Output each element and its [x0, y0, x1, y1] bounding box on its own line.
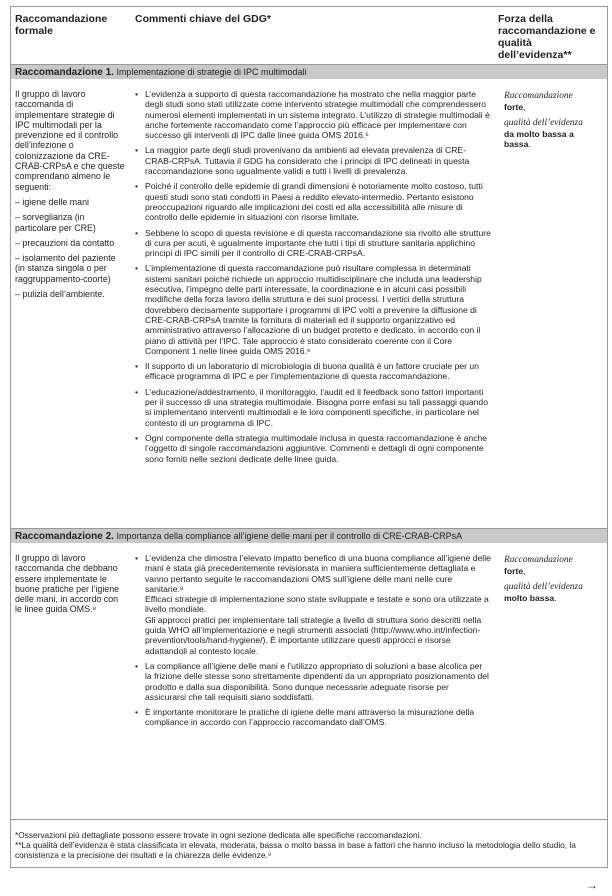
recommendation-2-strength: Raccomandazione forte, qualità dell’evidenza molto bassa.	[504, 555, 600, 603]
quality-label: qualità dell’evidenza	[504, 118, 583, 128]
list-item: – igiene delle mani	[15, 196, 90, 207]
strength-value: forte	[504, 565, 524, 576]
recommendation-1-formal-text: Il gruppo di lavoro raccomanda di implementare strategie di IPC multimodali per la prevenzione ed il controllo dell’infezione o colonizzazione da CRE-CRAB-CRPsA e che queste comprendano almeno le seguenti:	[15, 89, 125, 192]
recommendation-2-label: Raccomandazione 2.	[15, 531, 114, 542]
strength-label: Raccomandazione	[504, 91, 573, 101]
header-strength-quality: Forza della raccomandazione e qualità dell’evidenza**	[498, 13, 596, 61]
divider	[11, 819, 607, 820]
comment-item: • L’educazione/addestramento, il monitoraggio, l’audit ed il feedback sono fattori importanti per il successo di una strategia multimodale. Bisogna porre enfasi su tali passaggi quando si implementano interventi multimodali e le loro componenti specifiche, in particolare nel contesto di un programma di IPC.	[135, 387, 491, 428]
comment-item: • L’implementazione di questa raccomandazione può risultare complessa in determinati sistemi sanitari poiché richiede un approccio multidisciplinare che includa una leadership esecutiva, l’impegno delle parti interessate, la coordinazione e in alcuni casi possibili modifiche della forza lavoro della struttura e dei suoi processi. I vertici della struttura dovrebbero decisamente supportare i programmi di IPC volti a prevenire la diffusione di CRE-CRAB-CRPsA tramite la fornitura di materiali ed il supporto organizzativo ed amministrativo attraverso l’allocazione di un budget protetto e dedicato, in accordo con il piano di attività per l’IPC. Tale approccio è stato considerato coerente con il Core Component 1 nelle linee guida OMS 2016.⁶	[135, 263, 491, 356]
recommendation-1-formal	[15, 89, 125, 299]
list-item: – isolamento del paziente (in stanza singola o per raggruppamento-coorte)	[15, 253, 116, 284]
table-header	[11, 7, 607, 63]
recommendation-1-bar	[11, 65, 607, 79]
list-item: – sorveglianza (in particolare per CRE)	[15, 212, 96, 233]
recommendation-2-title: Importanza della compliance all’igiene delle mani per il controllo di CRE-CRAB-CRPsA	[116, 531, 463, 541]
comment-item: • Il supporto di un laboratorio di microbiologia di buona qualità è un fattore cruciale per un efficace programma di IPC e per l’implementazione di questa raccomandazione.	[135, 361, 491, 382]
strength-value: forte	[504, 101, 524, 112]
recommendation-2-formal-text: Il gruppo di lavoro raccomanda che debbano essere implementate le buone pratiche per l’igiene delle mani, in accordo con le linee guida OMS.⁸	[15, 553, 120, 615]
comment-item: • Poiché il controllo delle epidemie di grandi dimensioni è notoriamente molto costoso, tutti questi studi sono stati condotti in Paesi a reddito elevato-intermedio. Pertanto esistono preoccupazioni riguardo alle implicazioni dei costi ed alla accessibilità alle misure di controllo delle epidemie in situazioni con risorse limitate.	[135, 181, 491, 222]
comment-item	[135, 553, 491, 656]
quality-value: molto bassa	[504, 592, 555, 603]
header-gdg-comments: Commenti chiave del GDG*	[135, 13, 271, 25]
recommendation-1-label: Raccomandazione 1.	[15, 67, 114, 78]
recommendation-2-comments	[135, 553, 491, 733]
comment-item: • La maggior parte degli studi provenivano da ambienti ad elevata prevalenza di CRE-CRAB-CRPsA. Tuttavia il GDG ha considerato che i principi di IPC delineati in questa raccomandazione sono ugualmente validi a tutti i livelli di prevalenza.	[135, 145, 491, 176]
footnote: **La qualità dell’evidenza è stata classificata in elevata, moderata, bassa o molto bassa in base a fattori che hanno incluso la metodologia dello studio, la consistenza e la precisione dei risultati e la chiarezza delle evidenze.⁹	[15, 840, 576, 860]
recommendation-1-title: Implementazione di strategie di IPC multimodali	[116, 67, 307, 77]
quality-value: da molto bassa a bassa	[504, 128, 574, 149]
comment-item: • L’evidenza a supporto di questa raccomandazione ha mostrato che nella maggior parte degli studi sono stati utilizzate come intervento strategie multimodali che comprendessero numerosi elementi implementati in un sistema integrato. L’utilizzo di strategie multimodali è anche fortemente raccomandato come l’approccio più efficace per implementare con successo gli interventi di IPC dalle linee guida OMS 2016.⁶	[135, 89, 491, 140]
recommendation-1-items	[15, 197, 125, 299]
comment-extra: Efficaci strategie di implementazione sono state sviluppate e testate e sono ora utilizzate a livello mondiale.	[145, 594, 489, 615]
next-page-arrow-icon[interactable]: →	[586, 878, 598, 892]
list-item: – pulizia dell’ambiente.	[15, 289, 105, 300]
header-formal-recommendation: Raccomandazione formale	[15, 13, 108, 37]
comment-extra: Gli approcci pratici per implementare tali strategie a livello di struttura sono descritti nella guida WHO all’implementazione e negli strumenti associati (http://www.who.int/infection-prevention/tools/hand-hygiene/). È importante utilizzare questi approcci e risorse adattandoli al contesto locale.	[145, 614, 482, 656]
recommendation-1-comments	[135, 89, 491, 469]
recommendation-1-strength: Raccomandazione forte, qualità dell’evidenza da molto bassa a bassa.	[504, 91, 600, 150]
comment-item: • È importante monitorare le pratiche di igiene delle mani attraverso la misurazione della compliance in accordo con l’approccio raccomandato dall’OMS.	[135, 707, 491, 728]
list-item: – precauzioni da contatto	[15, 237, 115, 248]
comment-item: • Ogni componente della strategia multimodale inclusa in questa raccomandazione è anche l’oggetto di singole raccomandazioni aggiuntive. Commenti e dettagli di ogni componente sono forniti nelle sezioni dedicate delle linee guida.	[135, 433, 491, 464]
footnote: *Osservazioni più dettagliate possono essere trovate in ogni sezione dedicata alle specifiche raccomandazioni.	[15, 830, 422, 840]
table-footnotes	[15, 830, 600, 860]
comment-item: • La compliance all’igiene delle mani e l’utilizzo appropriato di soluzioni a base alcolica per la frizione delle stesse sono strettamente dipendenti da un appropriato posizionamento del prodotto e dalla sua disponibilità. Sono dunque necessarie adeguate risorse per assicurarsi che tali requisiti siano soddisfatti.	[135, 661, 491, 702]
strength-label: Raccomandazione	[504, 555, 573, 565]
recommendation-2-formal	[15, 553, 125, 615]
quality-label: qualità dell’evidenza	[504, 582, 583, 592]
recommendation-2-bar	[11, 529, 607, 543]
comment-text: L’evidenza che dimostra l’elevato impatto benefico di una buona compliance all’igiene delle mani è stata già precedentemente revisionata in maniera sufficientemente dettagliata e vanno pertanto seguite le raccomandazioni OMS sull’igiene delle mani nelle cure sanitarie.⁸	[145, 553, 491, 594]
comment-item: • Sebbene lo scopo di questa revisione e di questa raccomandazione sia rivolto alle strutture di cura per acuti, è ugualmente importante che tutti i tipi di strutture sanitaria applichino principi di IPC simili per il controllo di CRE-CRAB-CRPsA.	[135, 228, 491, 259]
recommendations-table	[10, 6, 608, 868]
